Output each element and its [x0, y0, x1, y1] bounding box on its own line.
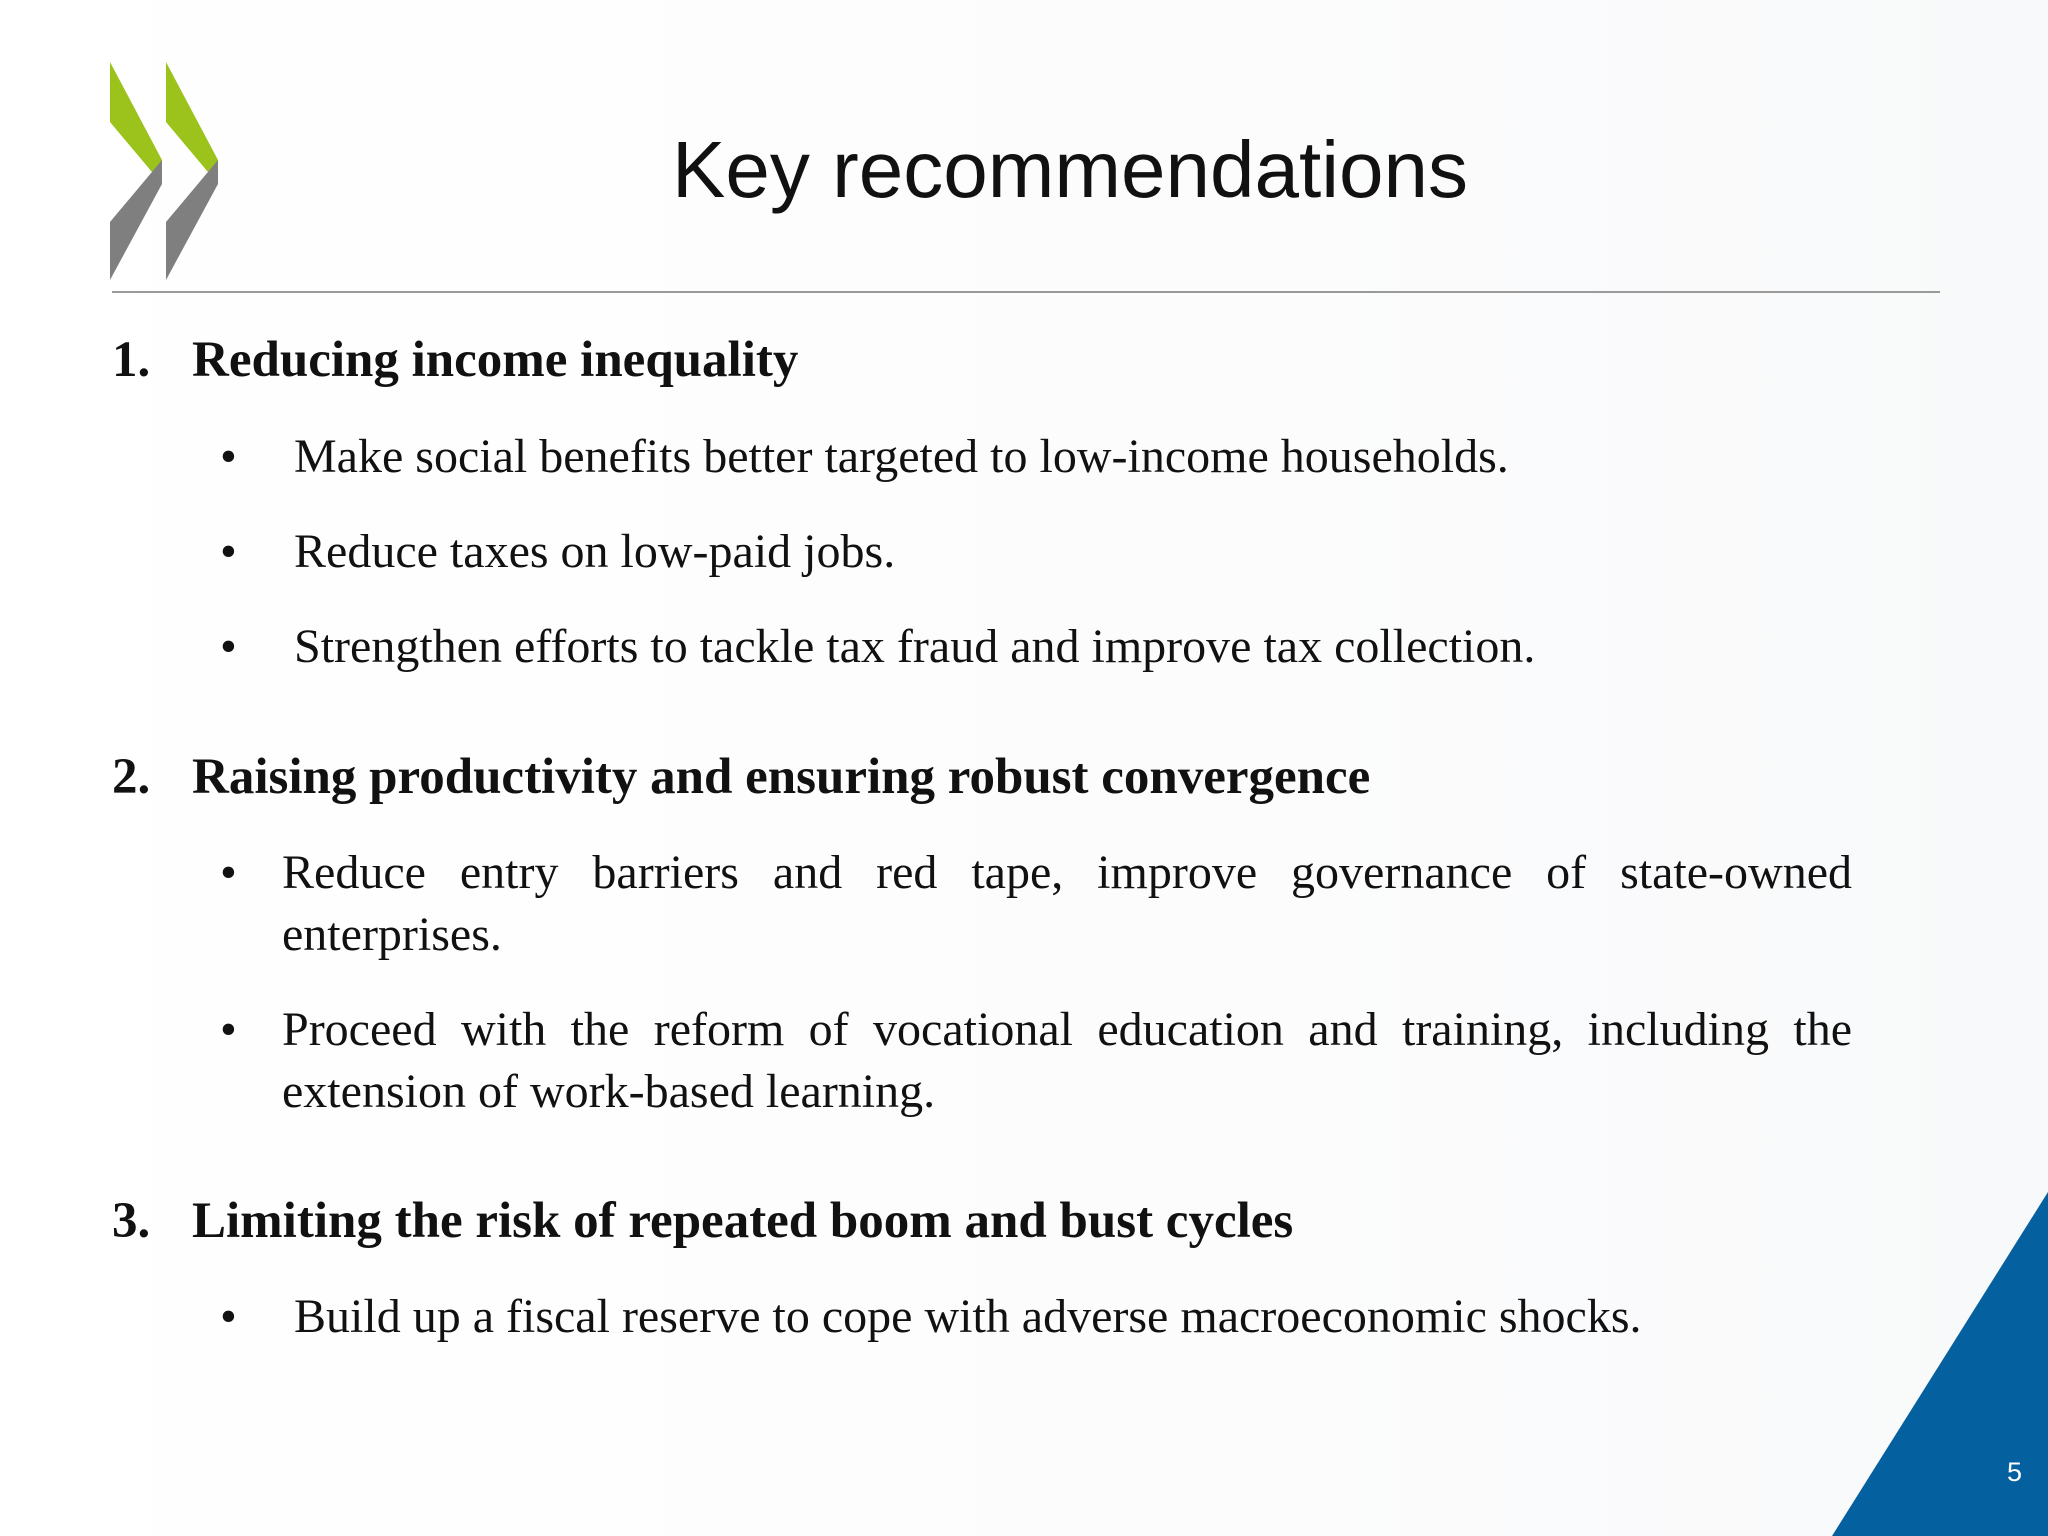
- section-heading: [112, 745, 1370, 809]
- bullet-text: Reduce entry barriers and red tape, improve governance of state-owned enterprises.: [282, 846, 1852, 961]
- list-item: [220, 999, 1852, 1123]
- bullet-icon: •: [220, 525, 237, 578]
- section-2-bullet-2: [112, 999, 1852, 1123]
- bullet-text: Build up a fiscal reserve to cope with adverse macroeconomic shocks.: [294, 1290, 1642, 1343]
- bullet-icon: •: [220, 846, 237, 899]
- bullet-icon: •: [220, 430, 237, 483]
- section-number: 1.: [112, 332, 151, 388]
- section-title: Limiting the risk of repeated boom and bust cycles: [192, 1193, 1294, 1249]
- section-3-bullet-1: [112, 1286, 1852, 1348]
- logo-chevron-left-green: [110, 62, 162, 184]
- section-title: Raising productivity and ensuring robust convergence: [192, 749, 1371, 805]
- section-1-bullet-1: [112, 426, 1852, 488]
- title-divider: [112, 291, 1940, 293]
- logo-chevron-right-grey: [166, 160, 218, 280]
- list-item: [220, 1286, 1852, 1348]
- bullet-text: Strengthen efforts to tackle tax fraud and improve tax collection.: [294, 620, 1536, 673]
- list-item: [220, 426, 1852, 488]
- list-item: [220, 842, 1852, 966]
- section-2: [112, 745, 1370, 809]
- logo-chevron-right-green: [166, 62, 218, 184]
- section-title: Reducing income inequality: [192, 332, 799, 388]
- bullet-text: Reduce taxes on low-paid jobs.: [294, 525, 896, 578]
- bullet-text: Proceed with the reform of vocational education and training, including the extension of work-based learning.: [282, 1003, 1852, 1118]
- bullet-icon: •: [220, 620, 237, 673]
- bullet-icon: •: [220, 1290, 237, 1343]
- slide-title: Key recommendations: [672, 125, 1468, 214]
- bullet-icon: •: [220, 1003, 237, 1056]
- section-number: 3.: [112, 1193, 151, 1249]
- list-item: [220, 616, 1852, 678]
- section-3: [112, 1189, 1293, 1253]
- bullet-text: Make social benefits better targeted to low-income households.: [294, 430, 1509, 483]
- section-heading: [112, 328, 798, 392]
- page-number: 5: [2006, 1457, 2022, 1487]
- section-number: 2.: [112, 749, 151, 805]
- section-2-bullet-1: [112, 842, 1852, 966]
- section-1-bullet-2: [112, 521, 1852, 583]
- section-1-bullet-3: [112, 616, 1852, 678]
- section-heading: [112, 1189, 1293, 1253]
- logo-chevron-left-grey: [110, 160, 162, 280]
- oecd-logo: [110, 62, 218, 280]
- list-item: [220, 521, 1852, 583]
- section-1: [112, 328, 798, 392]
